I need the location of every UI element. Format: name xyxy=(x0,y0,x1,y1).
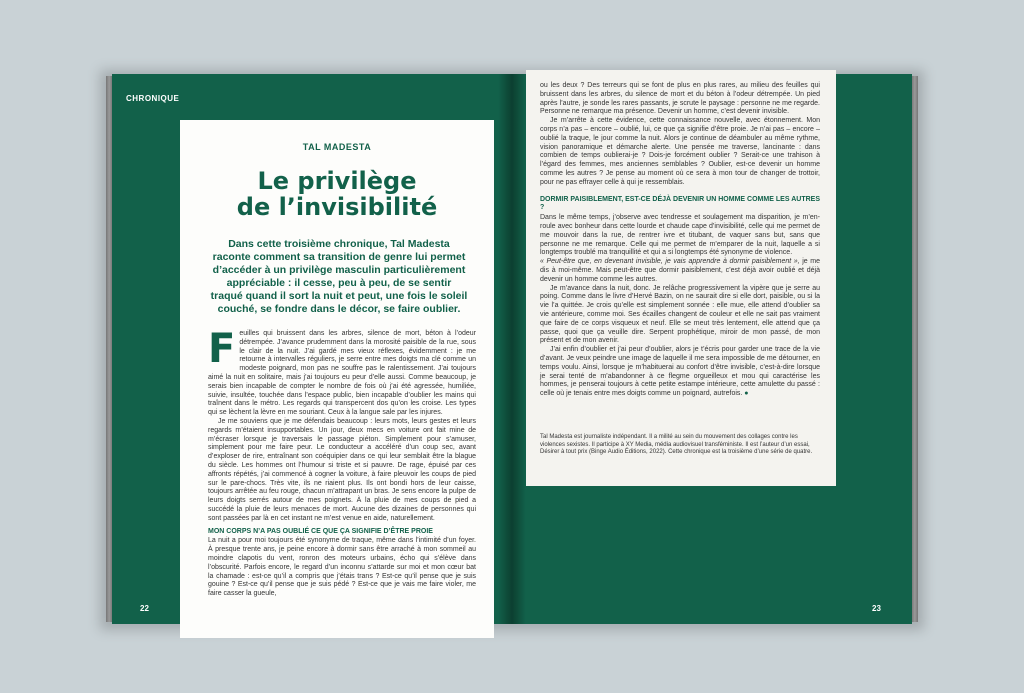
paragraph: Dans le même temps, j’observe avec tendresse et soulagement ma disparition, je m’en-roule avec bonheur dans cette lourde et chaude cape d’invisibilité, celle qui me permet de me mouvoir dans la rue, de rentrer ivre et titubant, de vaquer sans but, sans que personne ne me remarque. Celle qui me permet de m’emparer de la nuit, laquelle a si longtemps troublé ma tranquillité et qui a si longtemps été synonyme de violence. xyxy=(540,214,820,257)
left-body-text xyxy=(208,326,476,599)
subheading: DORMIR PAISIBLEMENT, EST-CE DÉJÀ DEVENIR UN HOMME COMME LES AUTRES ? xyxy=(540,195,820,212)
paragraph: Je m’arrête à cette évidence, cette connaissance nouvelle, avec étonnement. Mon corps n’a pas – encore – oublié, lui, ce que ça signifie d’être proie. Je n’ai pas – encore – oublié la traque, le jour comme la nuit. Alors je continue de déambuler au même rythme, vision panoramique et démarche alerte. Une pensée me traverse, lancinante : dans combien de temps oublierai-je ? Dois-je forcément oublier ? Serait-ce une trahison à l’égard des femmes, mes anciennes semblables ? Oublier, est-ce devenir un homme comme les autres ? Je pense au moment où ce sera à mon tour de changer de trottoir, pour ne pas effrayer celle à qui je ressemblais. xyxy=(540,117,820,186)
subheading: MON CORPS N’A PAS OUBLIÉ CE QUE ÇA SIGNIFIE D’ÊTRE PROIE xyxy=(208,527,433,535)
paragraph: Je m’avance dans la nuit, donc. Je relâche progressivement la vipère que je serre au poing. Comme dans le livre d’Hervé Bazin, on ne saurait dire si elle dort, paisible, ou si la vie l’a quittée. Je crois qu’elle est simplement sonnée : elle mue, elle attend d’oublier sa vie antérieure, comme moi. Ses écailles changent de couleur et elle ne sait pas vraiment que faire de ce corps visqueux et neuf. Elle se meut très lentement, elle attend que ça passe, quoi que ça veuille dire. Serpent prophétique, miroir de mon passé, de mon présent et de mon avenir. xyxy=(540,284,820,345)
title-line-2: de l’invisibilité xyxy=(236,193,438,221)
gutter-shadow xyxy=(498,74,526,624)
paragraph: ou les deux ? Des terreurs qui se font de plus en plus rares, au milieu des feuilles qui bruissent dans les arbres, du silence de mort et du béton à l’odeur détrempée. Un pied après l’autre, je sonde les rares passants, je scrute le paysage : personne ne me regarde. Personne ne remarque ma présence. Devenir un homme, c’est devenir invisible. xyxy=(540,82,820,116)
paragraph: Je me souviens que je me défendais beaucoup : leurs mots, leurs gestes et leurs regards m’étaient insupportables. Un jour, deux mecs en voiture ont fait mine de m’écraser lorsque je traversais le passage piéton. Simplement pour s’amuser, simplement pour me faire peur. Le conducteur a accéléré d’un coup sec, avant d’exploser de rire, entraînant son coéquipier dans ce qui leur semblait être la blague du siècle. Les hommes ont l’humour si triste et si pauvre. De rage, épuisé par ces affronts répétés, j’ai commencé à cogner la voiture, à faire pleuvoir les coups de pied sur le pare-chocs. Très vite, ils ne riaient plus. Ils ont bondi hors de leur caisse, toujours arrêtée au feu rouge, chacun m’attrapant un bras. Je sens encore la pulpe de leurs doigts serrés autour de mes poignets. À la pluie de mes coups de pied a succédé la pluie de leurs menaces de mort. Aucune des dizaines de personnes qui sont passées par là en cet instant ne m’est venue en aide, naturellement. xyxy=(208,417,476,522)
article-author: TAL MADESTA xyxy=(302,142,372,152)
article-lede: Dans cette troisième chronique, Tal Madesta raconte comment sa transition de genre lui permet d’accéder à un privilège masculin particulièrement appréciable : il cesse, peu à peu, de se sentir traqué quand il sort la nuit et peut, une fois le soleil couché, se fondre dans le décor, se faire oublier. xyxy=(210,238,468,315)
drop-cap: F xyxy=(208,326,236,372)
title-line-1: Le privilège xyxy=(257,167,417,195)
paragraph xyxy=(540,258,820,284)
quote: « Peut-être que, en devenant invisible, je vais apprendre à dormir paisiblement », xyxy=(540,258,800,266)
section-label: CHRONIQUE xyxy=(126,94,180,103)
article-title xyxy=(180,168,494,220)
end-mark-icon: ● xyxy=(744,390,749,398)
paragraph: La nuit a pour moi toujours été synonyme de traque, même dans l’intimité d’un foyer. À presque trente ans, je peine encore à dormir sans être arraché à mon sommeil au moindre clapotis du vent, ronron des moteurs urbains, écho qui s’élève dans l’obscurité. Parfois encore, le regard d’un inconnu s’attarde sur moi et mon cœur bat la chamade : est-ce qu’il a compris que j’étais trans ? Est-ce qu’il pense que je suis gouine ? Est-ce qu’il pense que je suis pédé ? Est-ce que je vais me faire violer, me faire casser la gueule, xyxy=(208,537,476,598)
page-number-left: 22 xyxy=(140,604,149,613)
author-bio: Tal Madesta est journaliste indépendant. Il a milité au sein du mouvement des collages contre les violences sexistes. Il participe à XY Media, média audiovisuel transféministe. Il est l’auteur d’un essai, Désirer à tout prix (Binge Audio Éditions, 2022). Cette chronique est la troisième d’une série de quatre. xyxy=(540,434,813,455)
paragraph xyxy=(540,346,820,399)
quote-continuation: je me dis à moi-même. Mais peut-être que dormir paisiblement, c’est déjà avoir oublié et déjà devenir un homme comme les autres. xyxy=(540,258,820,283)
page-number-right: 23 xyxy=(872,604,881,613)
paragraph-text: J’ai enfin d’oublier et j’ai peur d’oublier, alors je t’écris pour garder une trace de la vie d’avant. Je veux peindre une image de laquelle il me sera impossible de me détourner, en temps voulu. Ainsi, lorsque je m’habituerai au confort d’être invisible, c’est-à-dire lorsque je serai tenté de m’abandonner à ce flegme orgueilleux et mou qui caractérise les hommes, je penserai toujours à cette petite estampe intérieure, cette amulette du passé : celle où je tenais entre mes doigts comme un poignard, autrefois. xyxy=(540,346,820,398)
right-body-text xyxy=(540,82,820,399)
paragraph: euilles qui bruissent dans les arbres, silence de mort, béton à l’odeur détrempée. J’avance prudemment dans la morosité paisible de la rue, sous le clair de la nuit. J’ai gardé mes vieux réflexes, évidemment : je me retourne à intervalles réguliers, je serre entre mes doigts ma clé comme un modeste poignard, mon pas ne souffre pas le ralentissement. J’ai toujours aimé la nuit en solitaire, mais j’ai toujours eu peur d’elle aussi. Comme beaucoup, je serais bien incapable de compter le nombre de fois où j’ai été agressée, humiliée, suivie, insultée, touchée dans l’espace public, bien incapable d’oublier les mains qui traînent dans le métro. Les regards qui transpercent dos qu’on les croise. Les types qui se lèchent la lèvre en me souriant. Ceux à la langue sale par les injures. xyxy=(208,330,476,417)
